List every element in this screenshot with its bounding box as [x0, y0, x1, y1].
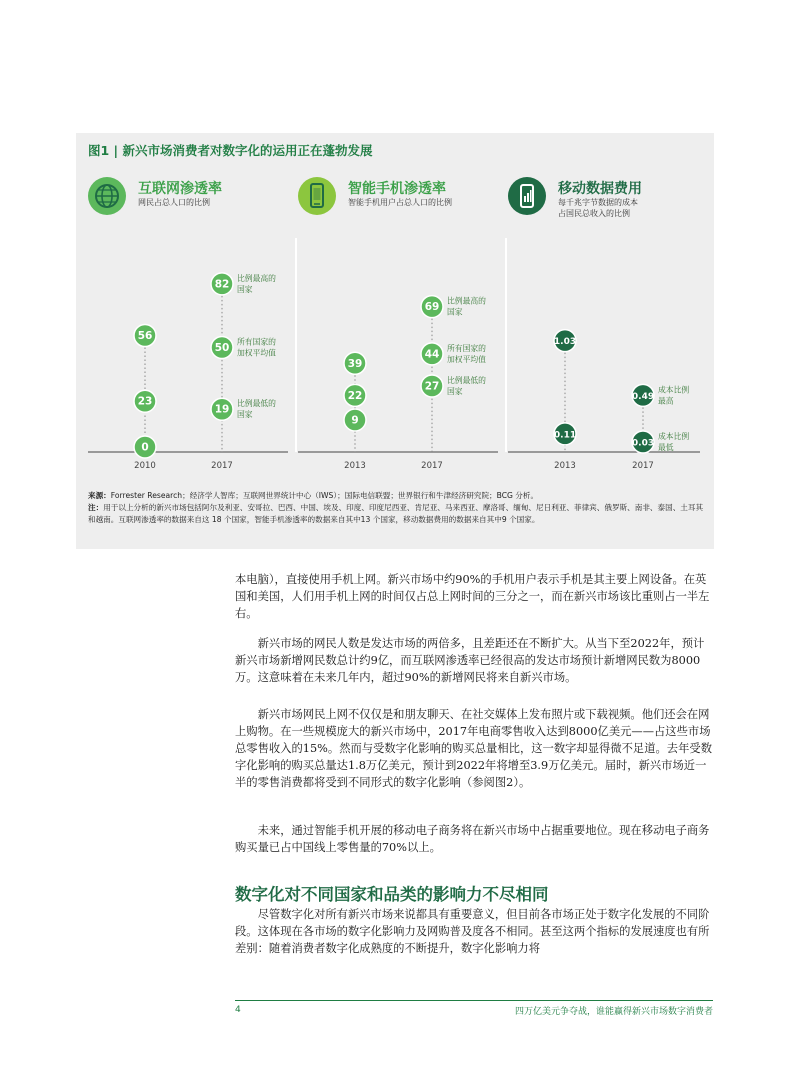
x-tick-label: 2013: [344, 461, 366, 471]
data-label: 0.49: [631, 391, 655, 402]
data-label: 0: [141, 441, 149, 454]
data-label: 23: [137, 395, 153, 408]
paragraph-4: 未来，通过智能手机开展的移动电子商务将在新兴市场中占据重要地位。现在移动电子商务购买量已占中国线上零售量的70%以上。: [235, 824, 710, 854]
annotation-label: 成本比例: [658, 385, 690, 395]
data-label: 19: [214, 403, 230, 416]
panel-subtitle: 网民占总人口的比例: [138, 198, 210, 207]
data-label: 27: [424, 380, 440, 393]
figure-charts: [76, 133, 714, 549]
section-heading: 数字化对不同国家和品类的影响力不尽相同: [235, 885, 549, 904]
annotation-label: 比例最低的: [237, 399, 276, 409]
page-number: 4: [235, 1005, 241, 1015]
data-label: 44: [424, 348, 440, 361]
data-label: 22: [347, 389, 363, 402]
data-label: 50: [214, 342, 230, 354]
annotation-label: 国家: [237, 410, 253, 420]
annotation-label: 比例最高的: [237, 273, 276, 283]
annotation-label: 国家: [447, 307, 463, 317]
annotation-label: 所有国家的: [237, 337, 276, 347]
panel-title: 互联网渗透率: [138, 181, 222, 197]
annotation-label: 比例最高的: [447, 296, 486, 306]
x-tick-label: 2013: [554, 461, 576, 471]
figure-1: [76, 133, 714, 549]
data-label: 0.11: [553, 430, 577, 441]
annotation-label: 成本比例: [658, 431, 690, 441]
annotation-label: 国家: [237, 284, 253, 294]
annotation-label: 加权平均值: [237, 348, 276, 358]
data-label: 0.03: [631, 438, 655, 449]
source-text: Forrester Research；经济学人智库；互联网世界统计中心（IWS）；国际电信联盟；世界银行和牛津经济研究院；BCG 分析。: [110, 491, 539, 500]
data-label: 56: [137, 330, 153, 343]
panel-subtitle-line-1: 每千兆字节数据的成本: [558, 198, 638, 207]
x-tick-label: 2017: [632, 461, 654, 471]
data-label: 9: [351, 414, 359, 427]
annotation-label: 加权平均值: [447, 354, 486, 364]
x-tick-label: 2017: [421, 461, 443, 471]
source-label: 来源：: [88, 491, 111, 500]
data-label: 82: [214, 278, 230, 291]
note-label: 注：: [88, 503, 104, 512]
panel-subtitle: 智能手机用户占总人口的比例: [348, 198, 452, 207]
paragraph-1: 本电脑），直接使用手机上网。新兴市场中约90%的手机用户表示手机是其主要上网设备。在英国和美国，人们用手机上网的时间仅占总上网时间的三分之一，而在新兴市场该比重则占一半左右。: [235, 573, 710, 620]
paragraph-2: 新兴市场的网民人数是发达市场的两倍多，且差距还在不断扩大。从当下至2022年，预计新兴市场新增网民数总计约9亿，而互联网渗透率已经很高的发达市场预计新增网民数为8000万。这意味着在未来几年内，超过90%的新增网民将来自新兴市场。: [235, 637, 705, 684]
paragraph-5: 尽管数字化对所有新兴市场来说都具有重要意义，但目前各市场正处于数字化发展的不同阶段。这体现在各市场的数字化影响力及网购普及度各不相同。甚至这两个指标的发展速度也有所差别：随着消费者数字化成熟度的不断提升，数字化影响力将: [235, 908, 710, 955]
data-label: 1.03: [553, 337, 577, 348]
annotation-label: 比例最低的: [447, 375, 486, 385]
annotation-label: 最高: [658, 396, 674, 406]
annotation-label: 最低: [658, 442, 674, 452]
note-text: 用于以上分析的新兴市场包括阿尔及利亚、安哥拉、巴西、中国、埃及、印度、印度尼西亚、肯尼亚、马来西亚、摩洛哥、缅甸、尼日利亚、菲律宾、俄罗斯、南非、泰国、土耳其和越南。互联网渗透率的数据来自这 18 个国家，智能手机渗透率的数据来自其中13 个国家，移动数据费用的数据来自其中9 个国家。: [88, 503, 704, 524]
data-label: 39: [347, 357, 363, 370]
footer-title: 四万亿美元争夺战，谁能赢得新兴市场数字消费者: [514, 1007, 713, 1017]
panel-title: 移动数据费用: [558, 181, 642, 197]
paragraph-3: 新兴市场网民上网不仅仅是和朋友聊天、在社交媒体上发布照片或下载视频。他们还会在网上购物。在一些规模庞大的新兴市场中，2017年电商零售收入达到8000亿美元——占这些市场总零售收入的15%。然而与受数字化影响的购买总量相比，这一数字却显得微不足道。去年受数字化影响的购买总量达1.8万亿美元，预计到2022年将增至3.9万亿美元。届时，新兴市场近一半的零售消费都将受到不同形式的数字化影响（参阅图2）。: [235, 708, 712, 789]
x-tick-label: 2010: [134, 461, 156, 471]
x-tick-label: 2017: [211, 461, 233, 471]
data-label: 69: [424, 301, 440, 314]
panel-subtitle-line-2: 占国民总收入的比例: [558, 209, 630, 218]
figure-title: 图1 | 新兴市场消费者对数字化的运用正在蓬勃发展: [88, 143, 373, 158]
annotation-label: 国家: [447, 386, 463, 396]
figure-source-notes: [88, 490, 706, 526]
footer-divider: [235, 1000, 713, 1001]
panel-title: 智能手机渗透率: [348, 181, 446, 197]
annotation-label: 所有国家的: [447, 343, 486, 353]
